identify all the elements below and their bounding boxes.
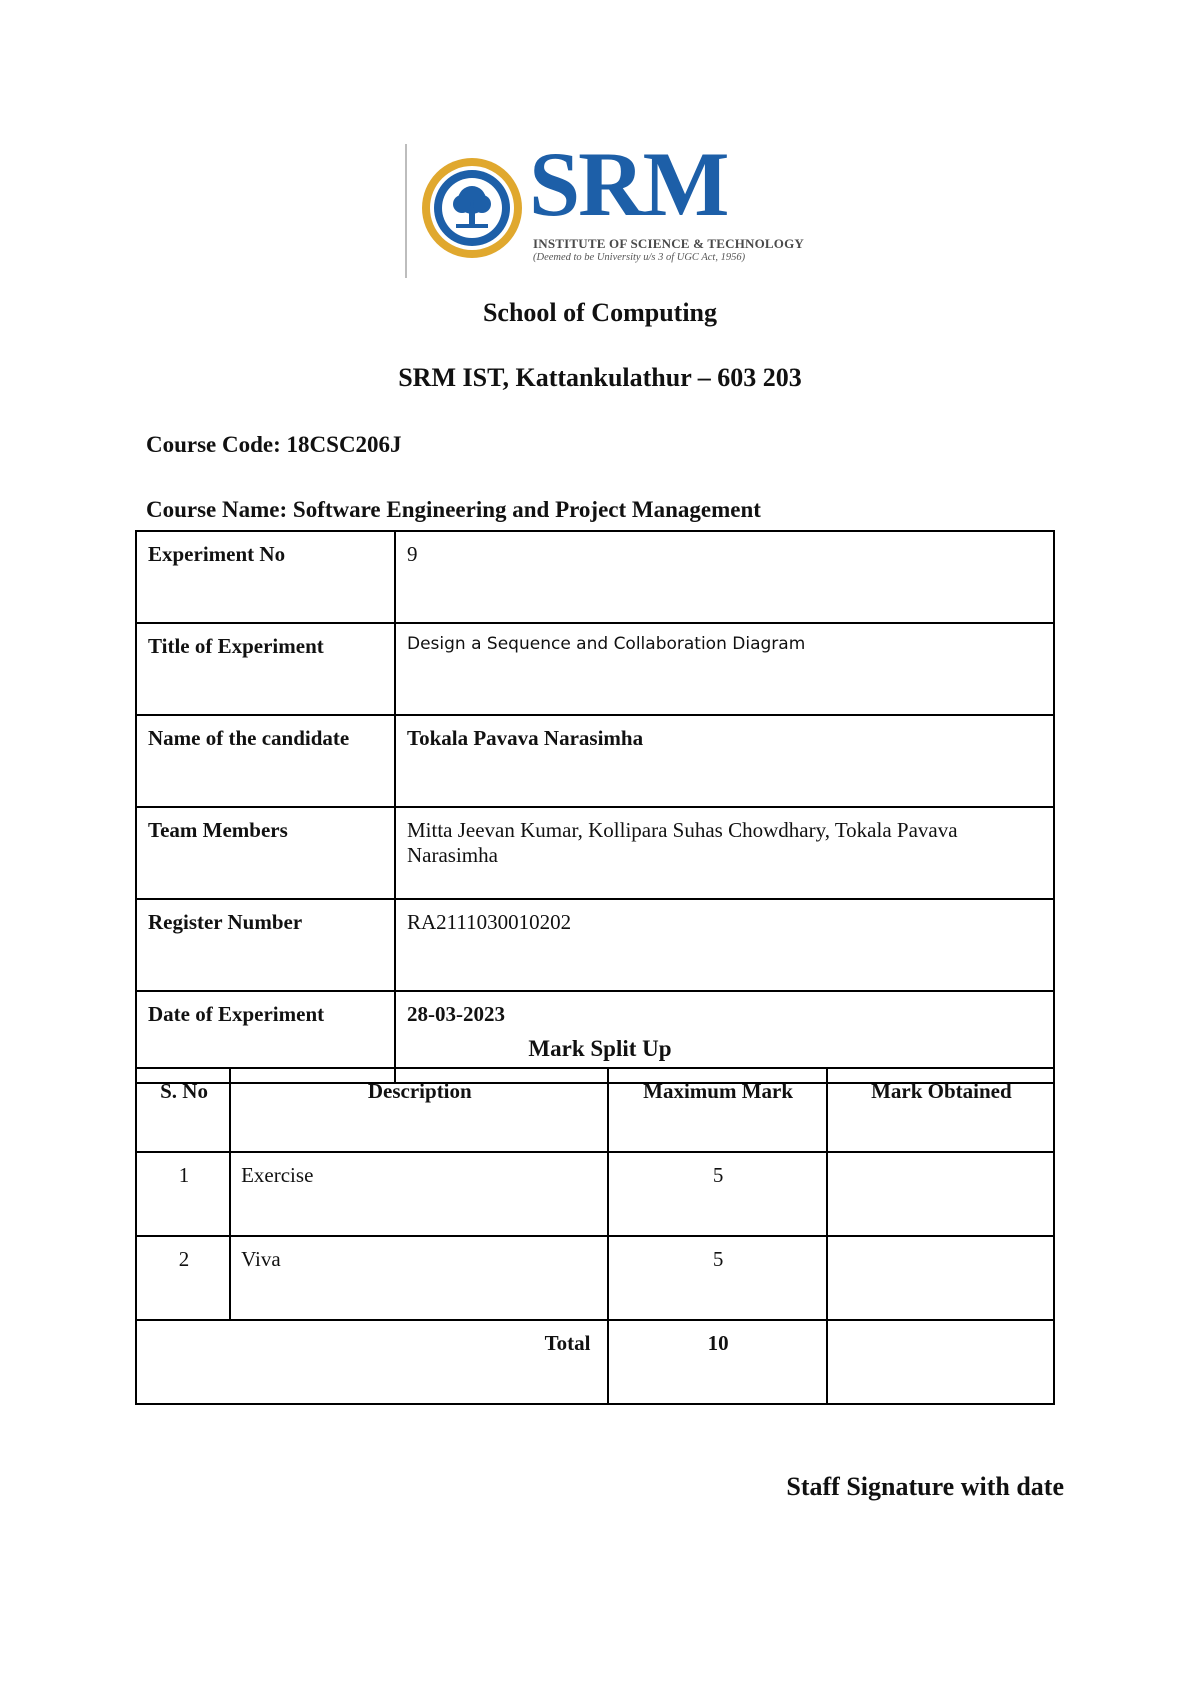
institution-address: SRM IST, Kattankulathur – 603 203: [398, 363, 802, 392]
max-mark-cell: 5: [608, 1152, 827, 1236]
brand-wordmark: SRM: [529, 133, 728, 235]
total-max-mark: 10: [608, 1320, 827, 1404]
brand-subtitle-note: (Deemed to be University u/s 3 of UGC Act, 1956): [533, 252, 746, 263]
course-name: Course Name: Software Engineering and Project Management: [146, 497, 761, 522]
mark-split-table: [135, 1067, 1055, 1405]
info-label: Experiment No: [136, 531, 395, 623]
info-label: Name of the candidate: [136, 715, 395, 807]
logo-divider: [405, 144, 407, 278]
info-value: Design a Sequence and Collaboration Diagram: [395, 623, 1054, 715]
table-row: [136, 807, 1054, 899]
info-label: Team Members: [136, 807, 395, 899]
course-code: Course Code: 18CSC206J: [146, 432, 402, 457]
description-cell: Viva: [230, 1236, 607, 1320]
serial-number: 1: [136, 1152, 230, 1236]
brand-subtitle: INSTITUTE OF SCIENCE & TECHNOLOGY: [533, 236, 804, 251]
column-header: Description: [230, 1068, 607, 1152]
info-value: Tokala Pavava Narasimha: [395, 715, 1054, 807]
table-row: [136, 899, 1054, 991]
experiment-info-table: [135, 530, 1055, 1084]
table-total-row: [136, 1320, 1054, 1404]
info-value: RA2111030010202: [395, 899, 1054, 991]
info-value: Mitta Jeevan Kumar, Kollipara Suhas Chowdhary, Tokala Pavava Narasimha: [395, 807, 1054, 899]
total-label: Total: [136, 1320, 608, 1404]
info-label: Date of Experiment: [136, 991, 395, 1083]
info-value: 28-03-2023: [395, 991, 1054, 1083]
staff-signature-label: Staff Signature with date: [786, 1472, 1064, 1501]
seal-emblem-icon: [420, 156, 524, 260]
school-name: School of Computing: [482, 298, 718, 327]
table-row: [136, 1236, 1054, 1320]
table-header-row: [136, 1068, 1054, 1152]
table-row: [136, 1152, 1054, 1236]
mark-obtained-cell: [827, 1236, 1054, 1320]
total-mark-obtained: [827, 1320, 1054, 1404]
column-header: Mark Obtained: [827, 1068, 1054, 1152]
table-row: [136, 623, 1054, 715]
serial-number: 2: [136, 1236, 230, 1320]
mark-split-title: Mark Split Up: [528, 1036, 672, 1061]
mark-obtained-cell: [827, 1152, 1054, 1236]
column-header: S. No: [136, 1068, 230, 1152]
table-row: [136, 531, 1054, 623]
max-mark-cell: 5: [608, 1236, 827, 1320]
institution-logo: [405, 133, 804, 278]
column-header: Maximum Mark: [608, 1068, 827, 1152]
description-cell: Exercise: [230, 1152, 607, 1236]
info-label: Register Number: [136, 899, 395, 991]
info-value: 9: [395, 531, 1054, 623]
info-label: Title of Experiment: [136, 623, 395, 715]
table-row: [136, 715, 1054, 807]
